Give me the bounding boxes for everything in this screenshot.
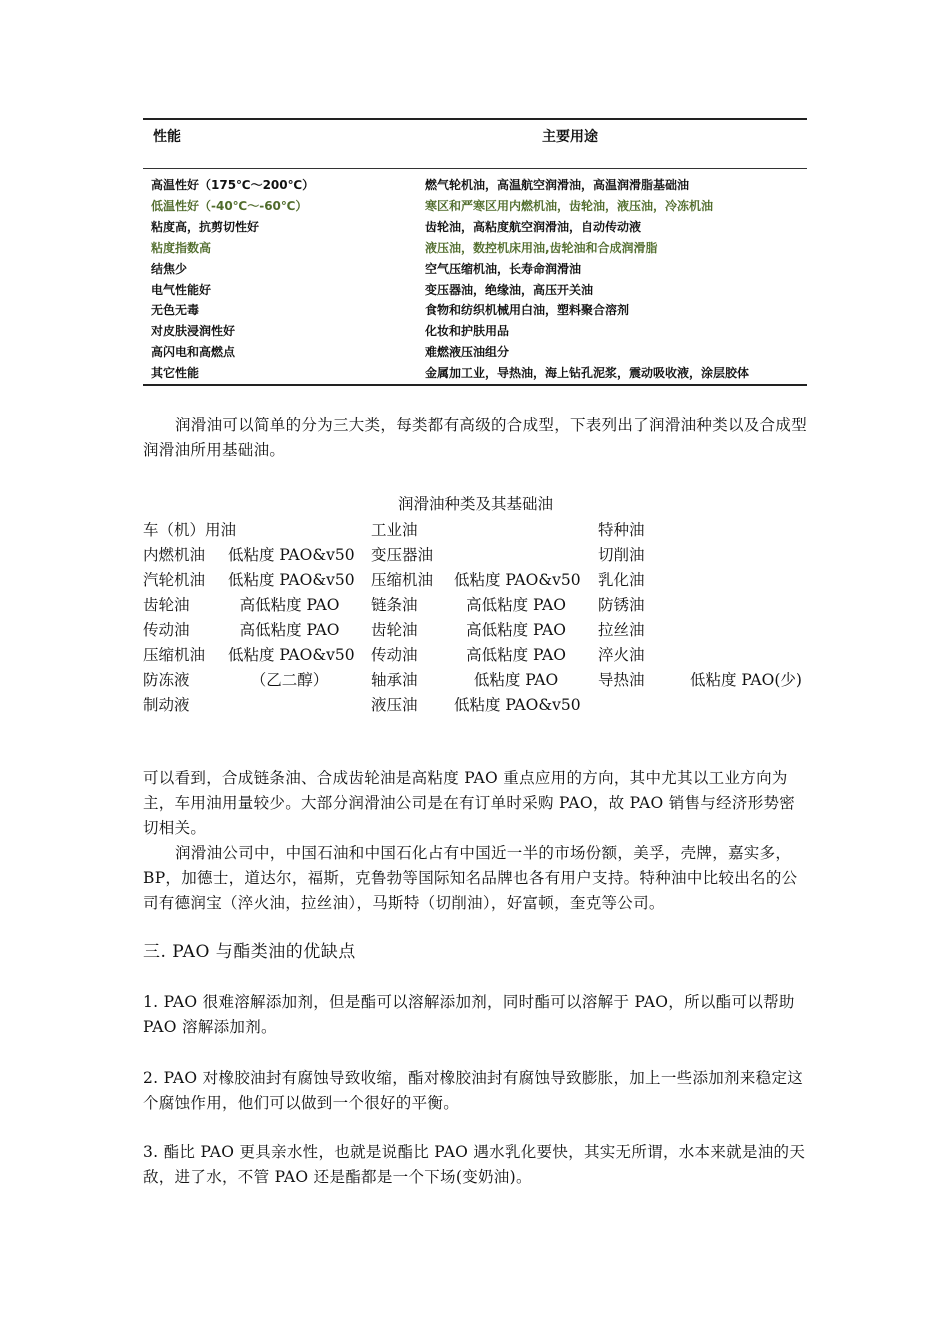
lube-table-cell: 高低粘度 PAO (466, 621, 566, 639)
lube-table-cell: 低粘度 PAO&v50 (454, 571, 581, 589)
usage-cell: 燃气轮机油，高温航空润滑油，高温润滑脂基础油 (425, 178, 690, 192)
property-row (143, 197, 807, 218)
property-cell: 对皮肤浸润性好 (151, 324, 236, 339)
usage-cell: 寒区和严寒区用内燃机油，齿轮油，液压油，冷冻机油 (425, 198, 714, 213)
lube-table-cell: 低粘度 PAO&v50 (228, 546, 355, 564)
paragraph-companies: 润滑油公司中，中国石油和中国石化占有中国近一半的市场份额，美孚，壳牌，嘉实多，BP，加德士，道达尔，福斯，克鲁勃等国际知名品牌也各有用户支持。特种油中比较出名的公司有德润宝（淬火油，拉丝油），马斯特（切削油），好富顿，奎克等公司。 (143, 844, 798, 912)
property-row (143, 281, 807, 302)
lube-table-cell: 传动油 (143, 621, 190, 639)
property-row (143, 260, 807, 281)
property-cell: 其它性能 (151, 366, 200, 381)
property-row (143, 364, 807, 385)
lube-table-cell: 乳化油 (598, 571, 645, 589)
table-header-rule (143, 168, 807, 169)
property-cell: 电气性能好 (151, 282, 212, 297)
lube-table-header-cell: 车（机）用油 (143, 521, 237, 539)
lube-table-cell: 链条油 (371, 596, 418, 614)
lube-table-cell: 防锈油 (598, 596, 645, 614)
lube-table-cell: 防冻液 (143, 671, 190, 689)
property-row (143, 218, 807, 239)
lube-table-cell: 切削油 (598, 546, 645, 564)
table-header-property: 性能 (153, 129, 181, 145)
property-cell: 结焦少 (151, 261, 188, 276)
lube-table-cell: 低粘度 PAO&v50 (228, 646, 355, 664)
lube-table-cell: 低粘度 PAO&v50 (228, 571, 355, 589)
lube-table-cell: 高低粘度 PAO (239, 621, 340, 639)
lube-table-cell: 传动油 (371, 646, 418, 664)
usage-cell: 金属加工业，导热油，海上钻孔泥浆，震动吸收液，涂层胶体 (425, 366, 750, 381)
lube-table-cell: 液压油 (371, 696, 418, 714)
point-2: 2. PAO 对橡胶油封有腐蚀导致收缩，酯对橡胶油封有腐蚀导致膨胀，加上一些添加剂来稳定这个腐蚀作用，他们可以做到一个很好的平衡。 (143, 1069, 804, 1112)
lube-table-cell: 导热油 (598, 671, 645, 689)
lube-table-header-cell: 特种油 (598, 521, 645, 539)
table-bottom-rule (143, 384, 807, 386)
paragraph-pao-application: 可以看到，合成链条油、合成齿轮油是高粘度 PAO 重点应用的方向，其中尤其以工业方向为主，车用油用量较少。大部分润滑油公司是在有订单时采购 PAO，故 PAO 销售与经济形势密切相关。 (143, 769, 796, 837)
usage-cell: 变压器油，绝缘油，高压开关油 (425, 282, 594, 297)
lube-table-cell: 淬火油 (598, 646, 645, 664)
section-heading: 三. PAO 与酯类油的优缺点 (143, 942, 356, 962)
lube-table-cell: 高低粘度 PAO (466, 646, 566, 664)
property-row (143, 176, 807, 197)
property-cell: 高闪电和高燃点 (151, 345, 236, 360)
lube-table-cell: 齿轮油 (371, 621, 418, 639)
usage-cell: 化妆和护肤用品 (425, 324, 510, 339)
property-cell: 无色无毒 (151, 303, 200, 318)
property-row (143, 322, 807, 343)
property-cell: 粘度指数高 (151, 240, 212, 255)
table-top-rule (143, 118, 807, 120)
lube-table-cell: 汽轮机油 (143, 571, 206, 589)
lube-table-cell: 压缩机油 (143, 646, 206, 664)
lube-table-cell: 轴承油 (371, 671, 418, 689)
point-3: 3. 酯比 PAO 更具亲水性，也就是说酯比 PAO 遇水乳化要快，其实无所谓，水本来就是油的天敌，进了水，不管 PAO 还是酯都是一个下场(变奶油)。 (143, 1143, 806, 1186)
usage-cell: 食物和纺织机械用白油，塑料聚合溶剂 (425, 303, 630, 318)
property-row (143, 301, 807, 322)
lube-table-cell: 低粘度 PAO (473, 671, 559, 689)
lube-table-cell: 内燃机油 (143, 546, 206, 564)
property-cell: 粘度高，抗剪切性好 (151, 219, 260, 234)
point-1: 1. PAO 很难溶解添加剂，但是酯可以溶解添加剂，同时酯可以溶解于 PAO，所以酯可以帮助 PAO 溶解添加剂。 (143, 993, 795, 1036)
lube-table-cell: 齿轮油 (143, 596, 190, 614)
lube-table-cell: 制动液 (143, 696, 190, 714)
usage-cell: 齿轮油，高粘度航空润滑油，自动传动液 (425, 219, 642, 234)
lube-table-cell: 高低粘度 PAO (466, 596, 566, 614)
lube-table-cell: 低粘度 PAO(少) (690, 671, 802, 689)
usage-cell: 液压油，数控机床用油,齿轮油和合成润滑脂 (425, 240, 658, 255)
lube-table-cell: 低粘度 PAO&v50 (454, 696, 581, 714)
lube-table-cell: 拉丝油 (598, 621, 645, 639)
lube-table-cell: 压缩机油 (371, 571, 434, 589)
property-cell: 低温性好（-40℃～-60℃） (151, 198, 308, 213)
lube-table-header-cell: 工业油 (371, 521, 418, 539)
table-header-usage: 主要用途 (542, 129, 598, 145)
usage-cell: 空气压缩机油，长寿命润滑油 (425, 261, 582, 276)
lube-table-cell: （乙二醇） (250, 671, 329, 689)
property-row (143, 343, 807, 364)
lube-table-cell: 高低粘度 PAO (239, 596, 340, 614)
lube-table-cell: 变压器油 (371, 546, 434, 564)
intro-paragraph: 润滑油可以简单的分为三大类，每类都有高级的合成型，下表列出了润滑油种类以及合成型润滑油所用基础油。 (143, 416, 808, 459)
property-cell: 高温性好（175℃～200℃） (151, 178, 315, 192)
property-row (143, 239, 807, 260)
usage-cell: 难燃液压油组分 (425, 345, 510, 360)
lube-table-title: 润滑油种类及其基础油 (397, 495, 553, 513)
